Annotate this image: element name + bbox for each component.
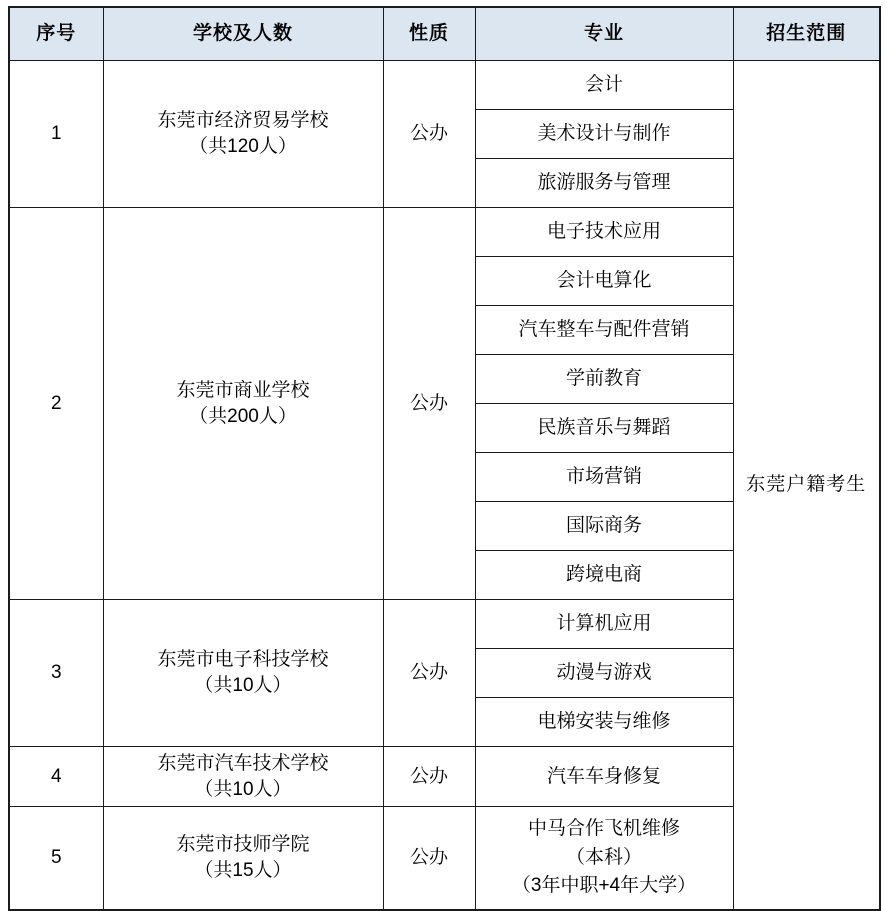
cell-major: 市场营销 — [475, 453, 733, 502]
school-count: （共10人） — [194, 778, 292, 800]
cell-major — [475, 807, 733, 910]
cell-major: 民族音乐与舞蹈 — [475, 404, 733, 453]
cell-major: 美术设计与制作 — [475, 110, 733, 159]
cell-type: 公办 — [383, 747, 475, 807]
column-header-scope: 招生范围 — [733, 7, 880, 61]
cell-school — [103, 747, 383, 807]
cell-major: 汽车车身修复 — [475, 747, 733, 807]
cell-index: 2 — [9, 208, 103, 600]
school-name: 东莞市汽车技术学校 — [157, 753, 329, 774]
cell-major: 会计电算化 — [475, 257, 733, 306]
major-line: （本科） — [565, 846, 642, 868]
major-line: 中马合作飞机维修 — [527, 818, 680, 840]
cell-type: 公办 — [383, 61, 475, 208]
column-header-major: 专业 — [475, 7, 733, 61]
cell-major: 跨境电商 — [475, 551, 733, 600]
school-count: （共200人） — [189, 405, 297, 427]
column-header-school: 学校及人数 — [103, 7, 383, 61]
cell-type: 公办 — [383, 208, 475, 600]
column-header-type: 性质 — [383, 7, 475, 61]
cell-major: 学前教育 — [475, 355, 733, 404]
cell-major: 汽车整车与配件营销 — [475, 306, 733, 355]
cell-school — [103, 807, 383, 910]
table-header-row — [9, 7, 880, 61]
cell-school — [103, 61, 383, 208]
cell-major: 旅游服务与管理 — [475, 159, 733, 208]
cell-school — [103, 600, 383, 747]
cell-index: 1 — [9, 61, 103, 208]
cell-major: 国际商务 — [475, 502, 733, 551]
cell-type: 公办 — [383, 600, 475, 747]
school-name: 东莞市经济贸易学校 — [157, 110, 329, 132]
admissions-table — [8, 6, 881, 911]
school-count: （共15人） — [194, 860, 292, 882]
school-count: （共10人） — [194, 675, 292, 696]
cell-major: 电梯安装与维修 — [475, 698, 733, 747]
cell-major: 计算机应用 — [475, 600, 733, 649]
cell-major: 电子技术应用 — [475, 208, 733, 257]
school-name: 东莞市技师学院 — [176, 834, 310, 856]
school-name: 东莞市商业学校 — [176, 379, 310, 401]
cell-scope: 东莞户籍考生 — [733, 61, 880, 910]
major-line: （3年中职+4年大学） — [511, 875, 697, 897]
cell-index: 5 — [9, 807, 103, 910]
school-count: （共120人） — [189, 136, 297, 157]
cell-type: 公办 — [383, 807, 475, 910]
cell-major: 动漫与游戏 — [475, 649, 733, 698]
cell-school — [103, 208, 383, 600]
cell-major: 会计 — [475, 61, 733, 110]
cell-index: 4 — [9, 747, 103, 807]
school-name: 东莞市电子科技学校 — [157, 649, 329, 671]
cell-index: 3 — [9, 600, 103, 747]
column-header-index: 序号 — [9, 7, 103, 61]
table-row — [9, 61, 880, 110]
